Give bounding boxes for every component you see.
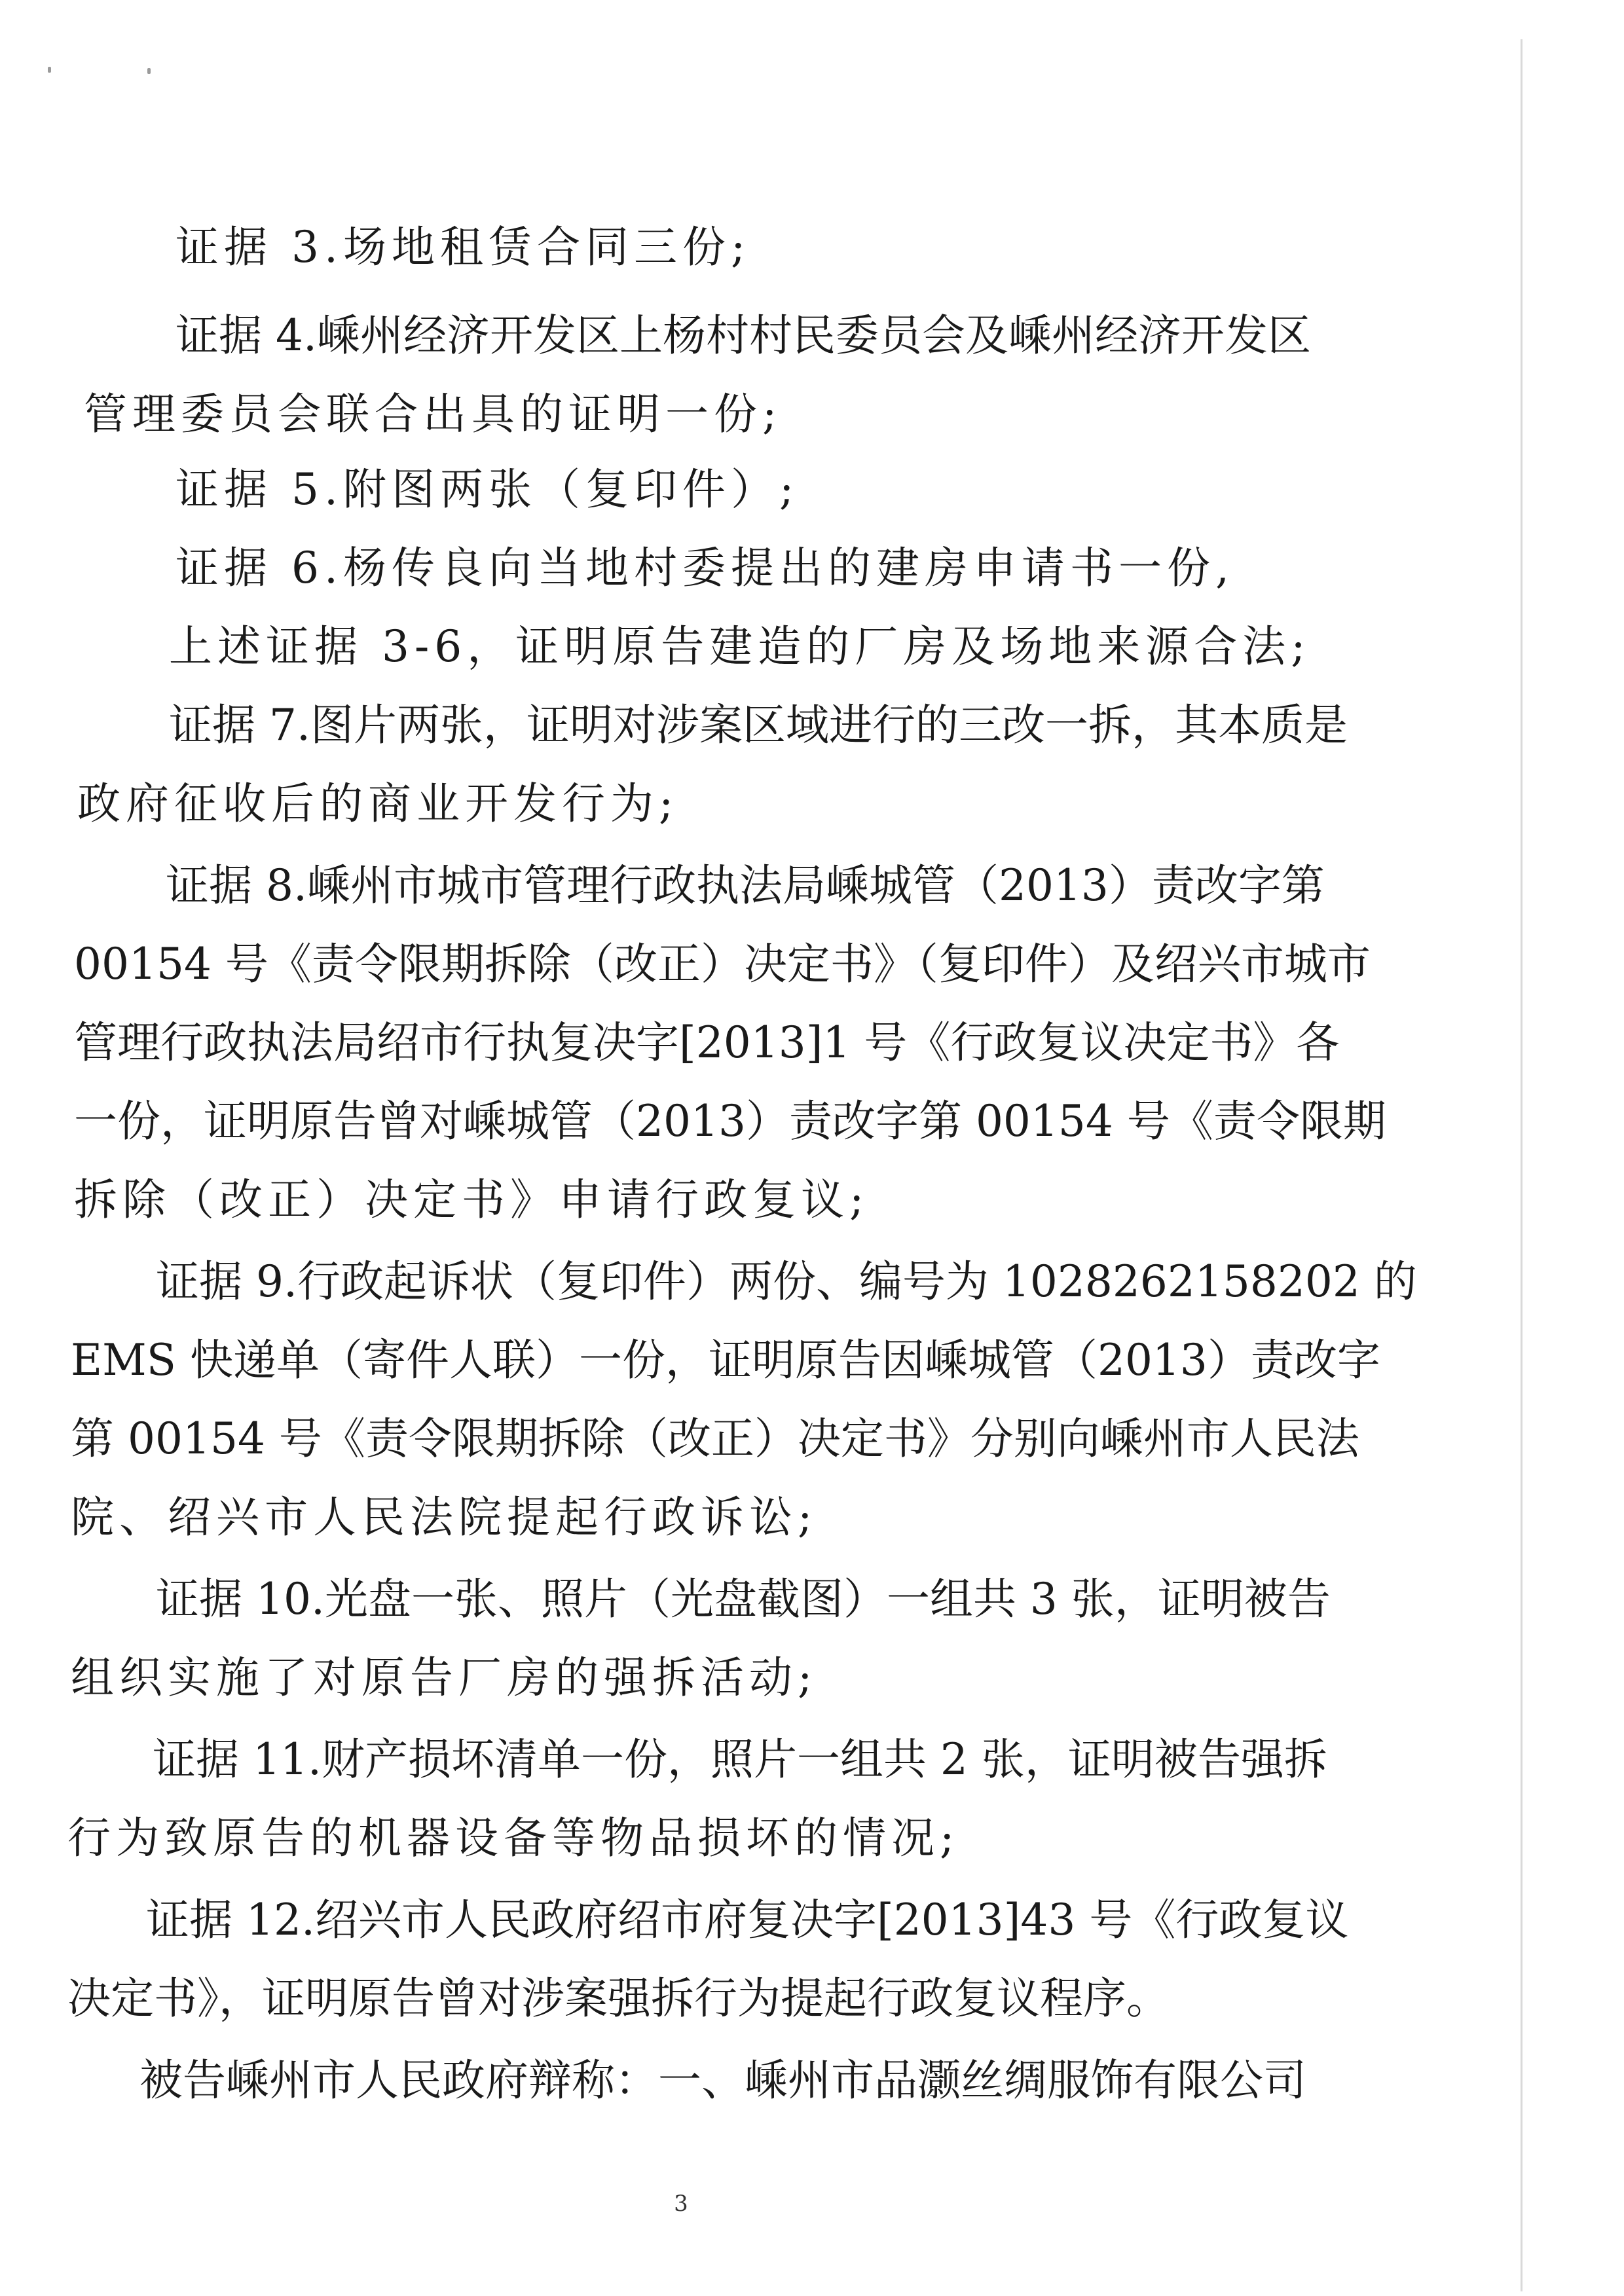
body-line: 院、绍兴市人民法院提起行政诉讼; [71,1492,818,1542]
body-line: 证据 11.财产损坏清单一份，照片一组共 2 张，证明被告强拆 [153,1734,1327,1785]
body-line: 证据 4.嵊州经济开发区上杨村村民委员会及嵊州经济开发区 [175,310,1311,361]
body-line: 一份，证明原告曾对嵊城管（2013）责改字第 00154 号《责令限期 [74,1096,1386,1146]
body-line: 决定书》，证明原告曾对涉案强拆行为提起行政复议程序。 [67,1973,1170,2024]
scan-mark [48,67,51,73]
body-line: 被告嵊州市人民政府辩称：一、嵊州市品灏丝绸服饰有限公司 [139,2055,1306,2105]
scan-mark [147,68,151,74]
body-line: 证据 8.嵊州市城市管理行政执法局嵊城管（2013）责改字第 [166,860,1325,911]
body-line: 第 00154 号《责令限期拆除（改正）决定书》分别向嵊州市人民法 [71,1413,1359,1464]
body-line: 证据 3.场地租赁合同三份; [175,222,751,272]
body-line: 上述证据 3-6，证明原告建造的厂房及场地来源合法; [169,621,1311,672]
body-line: 管理行政执法局绍市行执复决字[2013]1 号《行政复议决定书》各 [74,1017,1340,1068]
page-number: 3 [674,2191,688,2217]
body-line: 证据 7.图片两张，证明对涉案区域进行的三改一拆，其本质是 [169,700,1348,750]
body-line: 证据 10.光盘一张、照片（光盘截图）一组共 3 张，证明被告 [156,1574,1331,1624]
body-line: 管理委员会联合出具的证明一份; [84,389,783,439]
body-line: 组织实施了对原告厂房的强拆活动; [71,1652,818,1703]
body-line: 证据 12.绍兴市人民政府绍市府复决字[2013]43 号《行政复议 [146,1895,1349,1945]
body-line: 证据 5.附图两张（复印件）; [175,464,800,515]
body-line: 00154 号《责令限期拆除（改正）决定书》（复印件）及绍兴市城市 [74,939,1371,989]
body-line: 政府征收后的商业开发行为; [77,778,679,829]
body-line: 行为致原告的机器设备等物品损坏的情况; [67,1813,960,1863]
body-line: 证据 9.行政起诉状（复印件）两份、编号为 1028262158202 的 [156,1256,1417,1307]
body-line: 拆除（改正）决定书》申请行政复议; [74,1175,870,1225]
scan-edge [1521,39,1522,2291]
body-line: EMS 快递单（寄件人联）一份，证明原告因嵊城管（2013）责改字 [71,1335,1380,1385]
body-line: 证据 6.杨传良向当地村委提出的建房申请书一份, [175,543,1234,593]
